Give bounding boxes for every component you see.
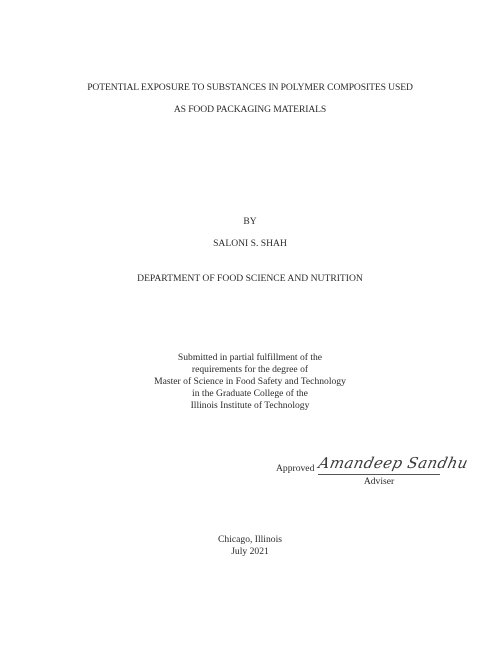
submission-line-2: requirements for the degree of bbox=[191, 364, 309, 375]
by-label: BY bbox=[243, 216, 257, 227]
submission-date: July 2021 bbox=[231, 546, 269, 557]
department-name: DEPARTMENT OF FOOD SCIENCE AND NUTRITION bbox=[137, 273, 363, 284]
adviser-label: Adviser bbox=[363, 476, 395, 487]
approved-label: Approved bbox=[276, 463, 315, 474]
submission-line-4: in the Graduate College of the bbox=[192, 388, 308, 399]
submission-line-3: Master of Science in Food Safety and Technology bbox=[154, 376, 346, 387]
title-line-1: POTENTIAL EXPOSURE TO SUBSTANCES IN POLYMER COMPOSITES USED bbox=[87, 82, 413, 93]
title-line-2: AS FOOD PACKAGING MATERIALS bbox=[173, 104, 327, 115]
signature-text: Amandeep Sandhu bbox=[316, 454, 470, 472]
author-name: SALONI S. SHAH bbox=[213, 238, 287, 249]
submission-line-5: Illinois Institute of Technology bbox=[190, 400, 310, 411]
signature-line bbox=[318, 474, 440, 475]
adviser-signature bbox=[316, 448, 470, 474]
location: Chicago, Illinois bbox=[218, 534, 282, 545]
submission-line-1: Submitted in partial fulfillment of the bbox=[177, 352, 323, 363]
